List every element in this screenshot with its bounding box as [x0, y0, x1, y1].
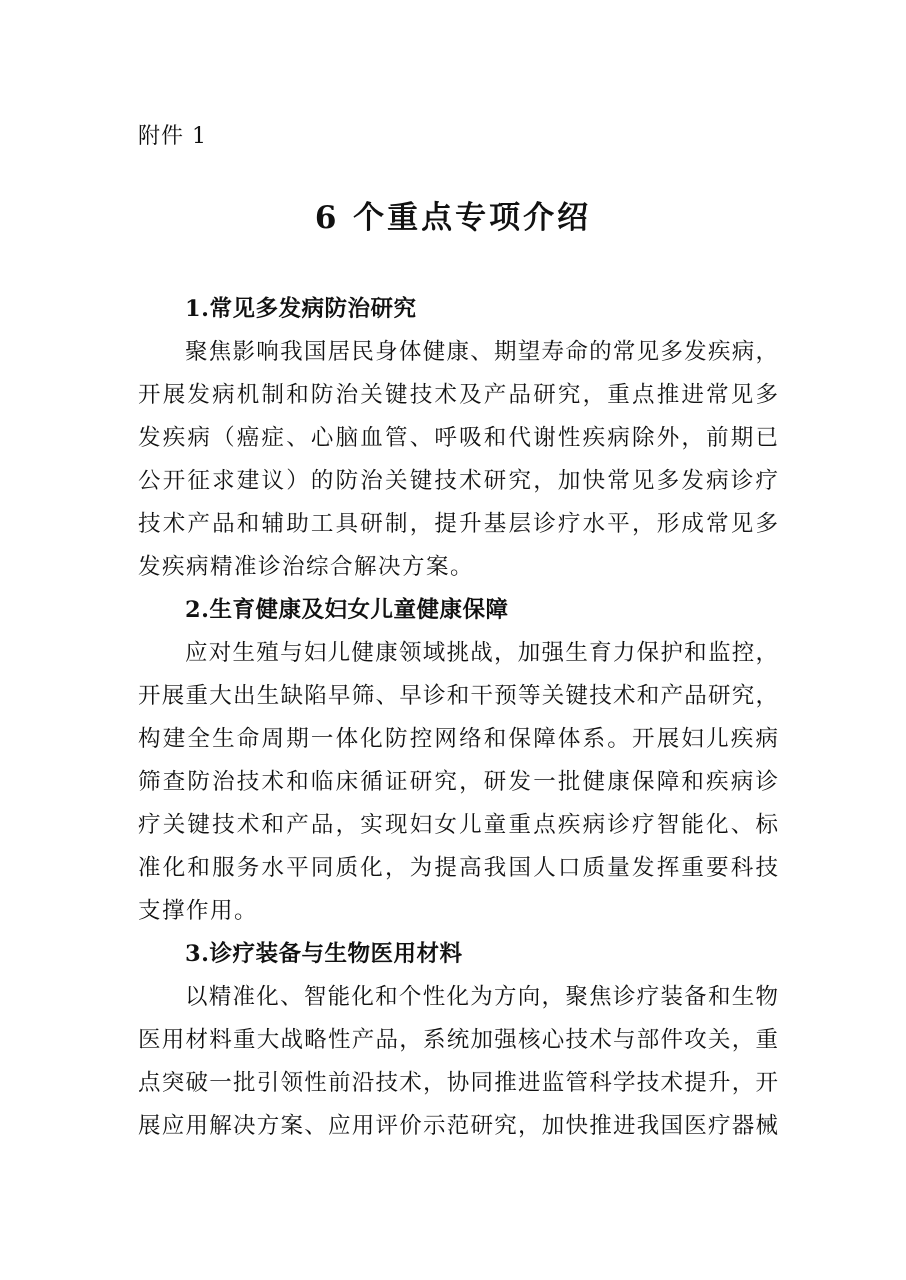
paragraph-line: 构建全生命周期一体化防控网络和保障体系。开展妇儿疾病 — [138, 726, 778, 752]
paragraph-line: 医用材料重大战略性产品，系统加强核心技术与部件攻关，重 — [138, 1027, 778, 1053]
section-heading: 2.生育健康及妇女儿童健康保障 — [185, 597, 509, 623]
paragraph-line: 聚焦影响我国居民身体健康、期望寿命的常见多发疾病， — [185, 339, 778, 365]
document-body — [138, 288, 778, 1148]
paragraph-line: 发疾病精准诊治综合解决方案。 — [138, 554, 475, 580]
paragraph-line: 应对生殖与妇儿健康领域挑战，加强生育力保护和监控， — [185, 640, 778, 666]
paragraph-line: 点突破一批引领性前沿技术，协同推进监管科学技术提升，开 — [138, 1070, 778, 1096]
paragraph-line: 发疾病（癌症、心脑血管、呼吸和代谢性疾病除外，前期已 — [138, 425, 778, 451]
section-heading: 3.诊疗装备与生物医用材料 — [185, 941, 463, 967]
attachment-label: 附件 1 — [138, 124, 207, 149]
paragraph-line: 筛查防治技术和临床循证研究，研发一批健康保障和疾病诊 — [138, 769, 778, 795]
section-heading: 1.常见多发病防治研究 — [185, 296, 417, 322]
paragraph-line: 以精准化、智能化和个性化为方向，聚焦诊疗装备和生物 — [185, 984, 778, 1010]
paragraph-line: 公开征求建议）的防治关键技术研究，加快常见多发病诊疗 — [138, 468, 778, 494]
paragraph-line: 准化和服务水平同质化，为提高我国人口质量发挥重要科技 — [138, 855, 778, 881]
page-title: 6 个重点专项介绍 — [314, 200, 592, 236]
paragraph-line: 支撑作用。 — [138, 898, 259, 924]
paragraph-line: 展应用解决方案、应用评价示范研究，加快推进我国医疗器械 — [138, 1113, 778, 1139]
paragraph-line: 疗关键技术和产品，实现妇女儿童重点疾病诊疗智能化、标 — [138, 812, 778, 838]
paragraph-line: 技术产品和辅助工具研制，提升基层诊疗水平，形成常见多 — [138, 511, 778, 537]
paragraph-line: 开展发病机制和防治关键技术及产品研究，重点推进常见多 — [138, 382, 778, 408]
paragraph-line: 开展重大出生缺陷早筛、早诊和干预等关键技术和产品研究， — [138, 683, 778, 709]
